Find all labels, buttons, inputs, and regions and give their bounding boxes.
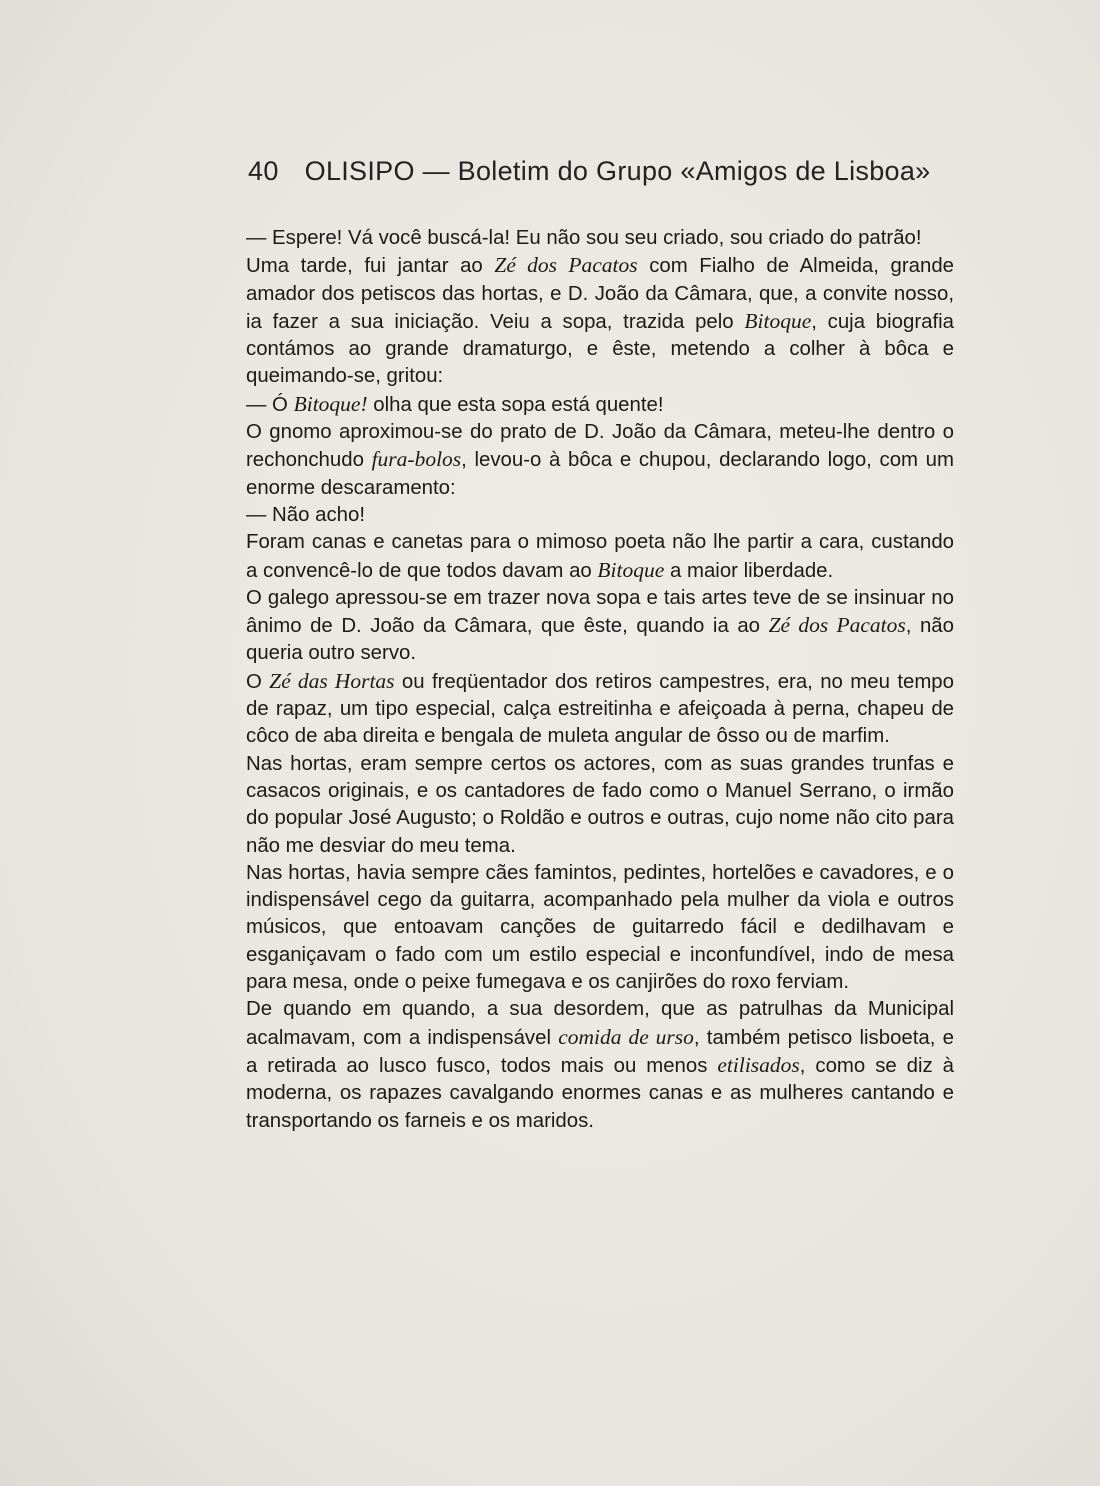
text-span: — Ó: [246, 393, 294, 416]
text-span: a maior liberdade.: [664, 559, 834, 582]
text-span: — Não acho!: [246, 503, 366, 526]
italic-term: fura-bolos: [371, 447, 462, 472]
page-number: 40: [248, 156, 279, 186]
text-span: , não queria outro servo.: [246, 615, 954, 665]
text-span: O galego apressou-se em trazer nova sopa e tais artes teve de se insinuar no ânimo de D. João da Câmara, que êste, quando ia ao: [246, 586, 954, 638]
paragraph: [246, 391, 954, 419]
paragraph: [246, 585, 954, 668]
italic-term: Bitoque: [597, 557, 665, 582]
text-span: com Fialho de Almeida, grande amador dos petiscos das hortas, e D. João da Câmara, que, a convite nosso, ia fazer a sua iniciação. Veiu a sopa, trazida pelo: [246, 255, 954, 333]
text-span: Nas hortas, havia sempre cães famintos, pedintes, hortelões e cavadores, e o indispensável cego da guitarra, acompanhado pela mulher da viola e outros músicos, que entoavam canções de guitarredo fácil e dedilhavam e esganiçavam o fado com um estilo especial e inconfundível, indo de mesa para mesa, onde o peixe fumegava e os canjirões do roxo ferviam.: [246, 861, 954, 994]
text-span: , cuja biografia contámos ao grande dramaturgo, e êste, metendo a colher à bôca e queimando-se, gritou:: [246, 310, 954, 388]
paragraph: [246, 502, 954, 529]
italic-term: Bitoque: [744, 308, 812, 333]
paragraph: [246, 529, 954, 585]
paragraph: [246, 225, 954, 252]
text-span: De quando em quando, a sua desordem, que as patrulhas da Municipal acalmavam, com a indispensável: [246, 998, 954, 1049]
paragraph: [246, 419, 954, 502]
text-span: Nas hortas, eram sempre certos os actores, com as suas grandes trunfas e casacos originais, e os cantadores de fado como o Manuel Serrano, o irmão do popular José Augusto; o Roldão e outros e outras, cujo nome não cito para não me desviar do meu tema.: [246, 752, 954, 857]
paragraph: [246, 252, 954, 390]
italic-term: Zé dos Pacatos: [494, 253, 638, 278]
italic-term: etilisados: [717, 1052, 800, 1077]
text-span: , também petisco lisboeta, e a retirada ao lusco fusco, todos mais ou menos: [246, 1026, 954, 1077]
paragraph: [246, 996, 954, 1134]
running-title: OLISIPO — Boletim do Grupo «Amigos de Lisboa»: [304, 156, 931, 186]
italic-term: Zé dos Pacatos: [768, 613, 906, 638]
text-span: olha que esta sopa está quente!: [367, 393, 664, 416]
italic-term: comida de urso: [558, 1024, 694, 1049]
text-span: , levou-o à bôca e chupou, declarando logo, com um enorme descaramento:: [246, 449, 954, 499]
paragraph: [246, 751, 954, 860]
italic-term: Zé das Hortas: [269, 668, 395, 693]
text-span: — Espere! Vá você buscá-la! Eu não sou seu criado, sou criado do patrão!: [246, 227, 922, 249]
text-span: , como se diz à moderna, os rapazes cavalgando enormes canas e as mulheres cantando e transportando os farneis e os maridos.: [246, 1054, 954, 1132]
text-span: O: [246, 670, 270, 693]
paragraph: [246, 668, 954, 751]
paragraph: [246, 860, 954, 996]
italic-term: Bitoque!: [293, 391, 368, 416]
text-span: Foram canas e canetas para o mimoso poeta não lhe partir a cara, custando a convencê-lo de que todos davam ao: [246, 531, 954, 582]
body-text: [246, 225, 954, 1135]
text-span: O gnomo aproximou-se do prato de D. João da Câmara, meteu-lhe dentro o rechonchudo: [246, 421, 954, 472]
text-span: ou freqüentador dos retiros campestres, era, no meu tempo de rapaz, um tipo especial, calça estreitinha e afeiçoada à perna, chapeu de côco de aba direita e bengala de muleta angular de ôsso ou de marfim.: [246, 670, 954, 748]
text-span: Uma tarde, fui jantar ao: [246, 255, 495, 278]
running-header: [248, 156, 948, 187]
